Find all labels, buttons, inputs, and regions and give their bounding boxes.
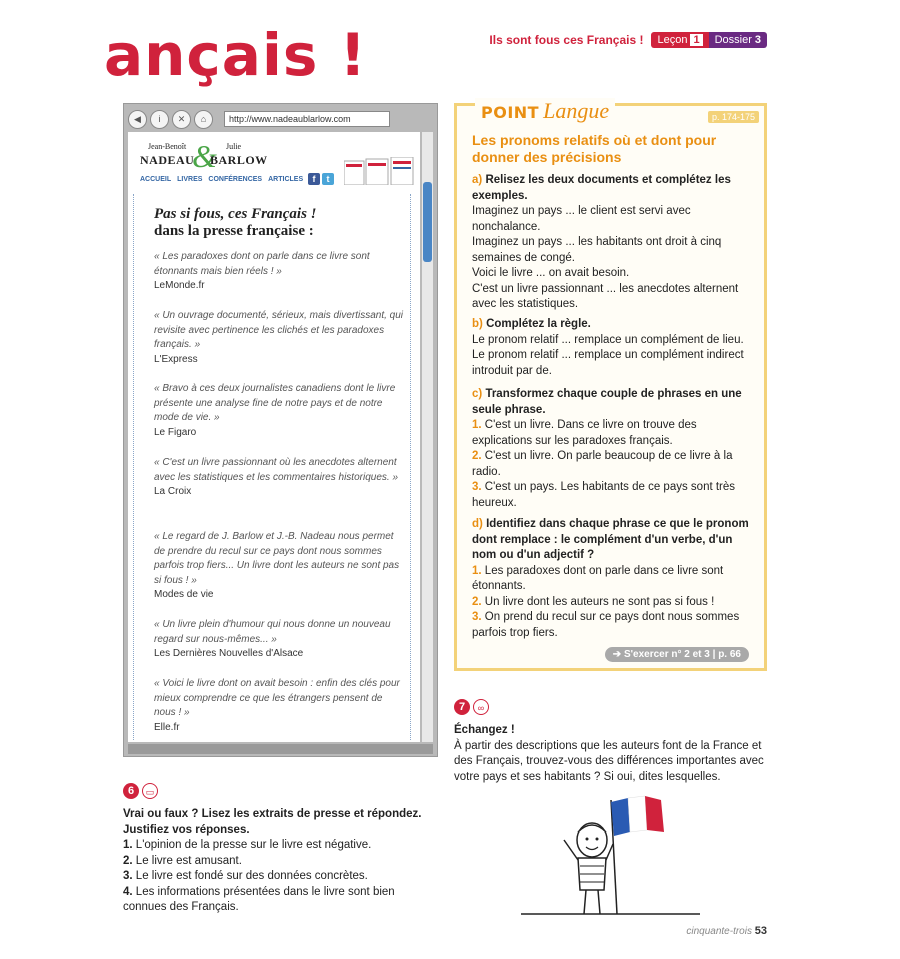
chapter-title: ançais !	[104, 21, 367, 89]
activity-7-text: Échangez ! À partir des descriptions que les auteurs font de la France et des Français, trouvez-vous des différences importantes avec votre pays et ses habitants ? Si oui, dites lesquelles.	[454, 724, 764, 783]
press-quote: « Bravo à ces deux journalistes canadiens dont le livre présente une analyse fine de notre pays et de notre mode de vie. » Le Figaro	[154, 383, 396, 438]
press-quote: « Voici le livre dont on avait besoin : enfin des clés pour mieux comprendre ce que les étrangers pensent de nous ! » Elle.fr	[154, 678, 400, 733]
press-quote: « Le regard de J. Barlow et J.-B. Nadeau nous permet de prendre du recul sur ce pays dont nous sommes parfois trop fiers... Un livre dont les auteurs ne sont pas si fous ! » Modes de vie	[154, 531, 400, 600]
lesson-badge: Leçon 1 Dossier 3	[651, 32, 767, 48]
horizontal-scrollbar[interactable]	[128, 744, 433, 754]
speech-icon: ∞	[473, 699, 489, 715]
home-icon[interactable]: ⌂	[194, 110, 213, 129]
press-quote: « C'est un livre passionnant où les anecdotes alternent avec les statistiques et les commentaires historiques. » La Croix	[154, 457, 398, 497]
back-icon[interactable]: ◀	[128, 110, 147, 129]
nav-livres[interactable]: LIVRES	[177, 176, 203, 183]
activity-6-header	[123, 783, 158, 799]
press-quote: « Les paradoxes dont on parle dans ce livre sont étonnants mais bien réels ! » LeMonde.fr	[154, 251, 370, 291]
section-a: a) Relisez les deux documents et complétez les exemples. Imaginez un pays ... le client est servi avec nonchalance. Imaginez un pays ... les habitants ont droit à cinq semaines de congé. Voici le livre ... on avait besoin. C'est un livre passionnant ... les anecdotes alternent avec les statistiques.	[472, 174, 739, 310]
close-icon[interactable]: ✕	[172, 110, 191, 129]
page-footer: cinquante-trois 53	[686, 925, 767, 937]
nav-articles[interactable]: ARTICLES	[268, 176, 304, 183]
press-quote: « Un livre plein d'humour qui nous donne un nouveau regard sur nous-mêmes... » Les Dernières Nouvelles d'Alsace	[154, 619, 391, 659]
section-d: d) Identifiez dans chaque phrase ce que le pronom dont remplace : le complément d'un verbe, d'un nom ou d'un adjectif ? 1. Les paradoxes dont on parle dans ce livre sont étonnants. 2. Un livre dont les auteurs ne sont pas si fous ! 3. On prend du recul sur ce pays dont nous sommes parfois trop fiers.	[472, 518, 749, 639]
character-with-flag-illustration	[518, 792, 703, 917]
running-title: Ils sont fous ces Français !	[489, 33, 644, 47]
twitter-icon[interactable]: t	[322, 173, 334, 185]
book-covers-image	[344, 157, 414, 185]
press-title: Pas si fous, ces Français ! dans la presse française :	[154, 206, 317, 239]
press-quote: « Un ouvrage documenté, sérieux, mais divertissant, qui revisite avec pertinence les clichés et les paradoxes français. » L'Express	[154, 310, 404, 365]
book-icon: ▭	[142, 783, 158, 799]
point-langue-heading: POINT Langue	[475, 98, 615, 124]
press-content	[133, 194, 411, 740]
section-b: b) Complétez la règle. Le pronom relatif ... remplace un complément de lieu. Le pronom relatif ... remplace un complément indirect introduit par de.	[472, 318, 744, 377]
page-reference: p. 174-175	[708, 111, 759, 123]
vertical-scrollbar[interactable]	[422, 132, 433, 742]
web-page: Jean-Benoît NADEAU & Julie BARLOW ACCUEIL LIVRES CONFÉRENCES ARTICLES f t Pas si fous, ces Français ! dans la presse française : « Les paradoxes dont on parle dans ce livre sont étonnants mais bien réels ! » LeMonde.fr « Un ouvrage documenté, sérieux, mais divertissant, qui revisite avec pertinence les clichés et les paradoxes français. » L'Express « Bravo à ces deux journalistes canadiens dont le livre présente une analyse fine de notre pays et de notre mode de vie. » Le Figaro « C'est un livre passionnant où les anecdotes alternent avec les statistiques et les commentaires historiques. » La Croix « Le regard de J. Barlow et J.-B. Nadeau nous permet de prendre du recul sur ce pays dont nous sommes parfois trop fiers... Un livre dont les auteurs ne sont pas si fous ! » Modes de vie « Un livre plein d'humour qui nous donne un nouveau regard sur nous-mêmes... » Les Dernières Nouvelles d'Alsace « Voici le livre dont on avait besoin : enfin des clés pour mieux comprendre ce que les étrangers pensent de nous ! » Elle.fr	[128, 132, 420, 742]
box-title: Les pronoms relatifs où et dont pour donner des précisions	[472, 132, 717, 165]
point-langue-box	[454, 98, 767, 671]
facebook-icon[interactable]: f	[308, 173, 320, 185]
section-c: c) Transformez chaque couple de phrases en une seule phrase. 1. C'est un livre. Dans ce livre on trouve des explications sur les paradoxes français. 2. C'est un livre. On parle beaucoup de ce livre à la radio. 3. C'est un pays. Les habitants de ce pays sont très heureux.	[472, 388, 742, 509]
url-bar[interactable]: http://www.nadeaublarlow.com	[224, 111, 390, 127]
activity-6-text: Vrai ou faux ? Lisez les extraits de presse et répondez. Justifiez vos réponses. 1. L'opinion de la presse sur le livre est négative. 2. Le livre est amusant. 3. Le livre est fondé sur des données concrètes. 4. Les informations présentées dans le livre sont bien connues des Français.	[123, 808, 422, 913]
activity-number: 7	[454, 699, 470, 715]
info-icon[interactable]: i	[150, 110, 169, 129]
page-number: 53	[754, 925, 767, 937]
nav-conferences[interactable]: CONFÉRENCES	[208, 176, 263, 183]
social-links	[308, 173, 334, 185]
site-nav	[140, 176, 303, 183]
nav-accueil[interactable]: ACCUEIL	[140, 176, 172, 183]
browser-toolbar	[128, 108, 433, 130]
activity-7-header	[454, 699, 489, 715]
browser-window	[123, 103, 438, 757]
exercise-link[interactable]: ➔ S'exercer n° 2 et 3 | p. 66	[605, 647, 749, 662]
scrollbar-thumb[interactable]	[423, 182, 432, 262]
running-header	[489, 32, 767, 48]
activity-number: 6	[123, 783, 139, 799]
